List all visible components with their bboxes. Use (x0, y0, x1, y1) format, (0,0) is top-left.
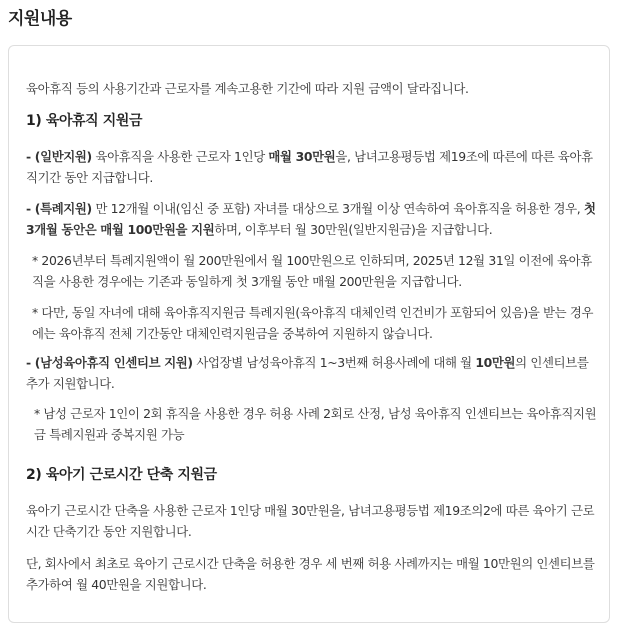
note-male: * 남성 근로자 1인이 2회 휴직을 사용한 경우 허용 사례 2회로 산정, 남성 육아휴직 인센티브는 육아휴직지원금 특례지원과 중복지원 가능 (34, 406, 597, 442)
general-support-text-b: 을, 남녀고용평등법 제19조에 따른에 따른 육아휴직기간 동안 지급합니다. (26, 149, 593, 185)
male-incentive-text-a: 사업장별 남성육아휴직 1~3번째 허용사례에 대해 월 (192, 355, 476, 370)
section2-heading: 2) 육아기 근로시간 단축 지원금 (26, 467, 217, 483)
section1-heading: 1) 육아휴직 지원금 (26, 113, 143, 129)
note-2026: * 2026년부터 특례지원액이 월 200만원에서 월 100만원으로 인하되며, 2025년 12월 31일 이전에 육아휴직을 사용한 경우에는 기존과 동일하게 첫 3개월 동안 매월 200만원을 지급합니다. (32, 253, 592, 289)
general-support-text-a: 육아휴직을 사용한 근로자 1인당 (91, 149, 269, 164)
male-incentive-amount: 10만원 (475, 355, 516, 370)
support-content-card (8, 45, 610, 623)
intro-text: 육아휴직 등의 사용기간과 근로자를 계속고용한 기간에 따라 지원 금액이 달라집니다. (26, 81, 469, 96)
male-incentive-text-b: 의 인센티브를 추가 지원합니다. (26, 355, 589, 391)
special-support-text-a: 만 12개월 이내(임신 중 포함) 자녀를 대상으로 3개월 이상 연속하여 육아휴직을 허용한 경우, (91, 201, 584, 216)
special-support-amount: 첫 3개월 동안은 매월 100만원을 지원 (26, 201, 596, 237)
male-incentive-paragraph (26, 352, 596, 394)
general-support-amount: 매월 30만원 (268, 149, 336, 164)
special-support-paragraph (26, 198, 596, 240)
special-support-tag: - (특례지원) (26, 201, 92, 216)
section2-paragraph-2: 단, 회사에서 최초로 육아기 근로시간 단축을 허용한 경우 세 번째 허용 사례까지는 매월 10만원의 인센티브를 추가하여 월 40만원을 지원합니다. (26, 556, 595, 592)
section2-paragraph-1: 육아기 근로시간 단축을 사용한 근로자 1인당 매월 30만원을, 남녀고용평등법 제19조의2에 따른 육아기 근로시간 단축기간 동안 지원합니다. (26, 503, 595, 539)
special-support-text-b: 하며, 이후부터 월 30만원(일반지원금)을 지급합니다. (214, 222, 493, 237)
male-incentive-tag: - (남성육아휴직 인센티브 지원) (26, 355, 193, 370)
general-support-tag: - (일반지원) (26, 149, 92, 164)
note-same-child: * 다만, 동일 자녀에 대해 육아휴직지원금 특례지원(육아휴직 대체인력 인건비가 포함되어 있음)을 받는 경우에는 육아휴직 전체 기간동안 대체인력지원금을 중복하여 지원하지 않습니다. (32, 305, 594, 341)
general-support-paragraph (26, 146, 596, 188)
page-title: 지원내용 (8, 9, 72, 29)
